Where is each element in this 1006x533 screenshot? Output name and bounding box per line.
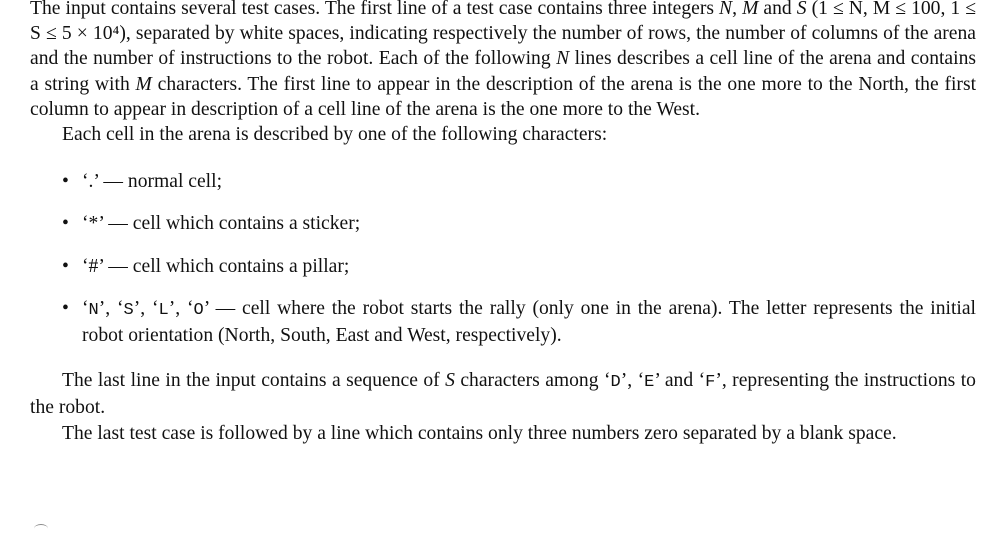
- text-fragment: ,: [732, 0, 743, 19]
- quote-mark: ’,: [133, 297, 152, 319]
- variable-s: S: [445, 370, 455, 392]
- code-char: O: [193, 300, 204, 320]
- cell-description: — normal cell;: [98, 171, 223, 193]
- quote-mark: ‘: [186, 297, 194, 319]
- variable-m: M: [742, 0, 759, 19]
- text-fragment: The last line in the input contains a sequence of: [62, 370, 446, 392]
- quote-mark: ‘: [82, 297, 89, 319]
- quote-mark: ’,: [98, 297, 117, 319]
- bullet-icon: •: [62, 255, 69, 277]
- code-char: E: [644, 373, 655, 393]
- cell-type-list: [30, 169, 976, 348]
- input-format-paragraph: [30, 0, 976, 122]
- cell-char: ‘*’: [82, 213, 104, 235]
- cell-description: — cell where the robot starts the rally (only one in the arena). The letter represents the initial robot orientation (North, South, East and West, respectively).: [82, 297, 976, 347]
- code-char: N: [88, 300, 99, 320]
- terminator-paragraph: The last test case is followed by a line which contains only three numbers zero separated by a blank space.: [62, 422, 897, 444]
- bullet-icon: •: [62, 297, 69, 319]
- bullet-icon: •: [62, 171, 69, 193]
- quote-mark: ’: [203, 297, 209, 319]
- cell-description: — cell which contains a pillar;: [103, 255, 350, 277]
- variable-n: N: [719, 0, 733, 19]
- variable-m: M: [135, 73, 152, 95]
- text-fragment: ’ and ‘: [654, 370, 706, 392]
- list-item: [30, 254, 976, 279]
- text-fragment: and: [758, 0, 797, 19]
- quote-mark: ‘: [151, 297, 159, 319]
- text-fragment: ’, ‘: [620, 370, 645, 392]
- list-item: [30, 211, 976, 236]
- variable-s: S: [796, 0, 807, 19]
- variable-n: N: [556, 48, 570, 70]
- code-char: F: [705, 373, 716, 393]
- cell-char: ‘#’: [82, 255, 104, 277]
- text-fragment: lines describes a cell line of the arena and contains a string with: [30, 48, 976, 95]
- quote-mark: ‘: [116, 297, 124, 319]
- text-fragment: characters. The first line to appear in the description of the arena is the one more to the North, the first column to appear in description of a cell line of the arena is the one more to the West.: [30, 73, 977, 120]
- quote-mark: ’,: [168, 297, 187, 319]
- cells-intro-paragraph: Each cell in the arena is described by one of the following characters:: [62, 124, 608, 146]
- instructions-paragraph: [30, 368, 976, 420]
- list-item: [30, 296, 976, 348]
- cell-char: ‘.’: [82, 171, 99, 193]
- constraints-formula: (1 ≤ N, M ≤ 100, 1 ≤ S ≤ 5 × 10⁴): [30, 0, 977, 45]
- bullet-icon: •: [62, 213, 69, 235]
- text-fragment: characters among ‘: [454, 370, 611, 392]
- code-char: S: [123, 300, 134, 320]
- problem-input-section: [30, 0, 976, 446]
- list-item: [30, 169, 976, 194]
- page-edge-mark: [34, 524, 48, 533]
- text-fragment: , separated by white spaces, indicating respectively the number of rows, the number of columns of the arena and the number of instructions to the robot. Each of the following: [30, 23, 976, 70]
- code-char: L: [158, 300, 169, 320]
- text-fragment: The input contains several test cases. The first line of a test case contains three integers: [30, 0, 720, 19]
- text-fragment: ’, representing the instructions to the robot.: [30, 370, 976, 419]
- code-char: D: [610, 373, 621, 393]
- cell-description: — cell which contains a sticker;: [103, 213, 361, 235]
